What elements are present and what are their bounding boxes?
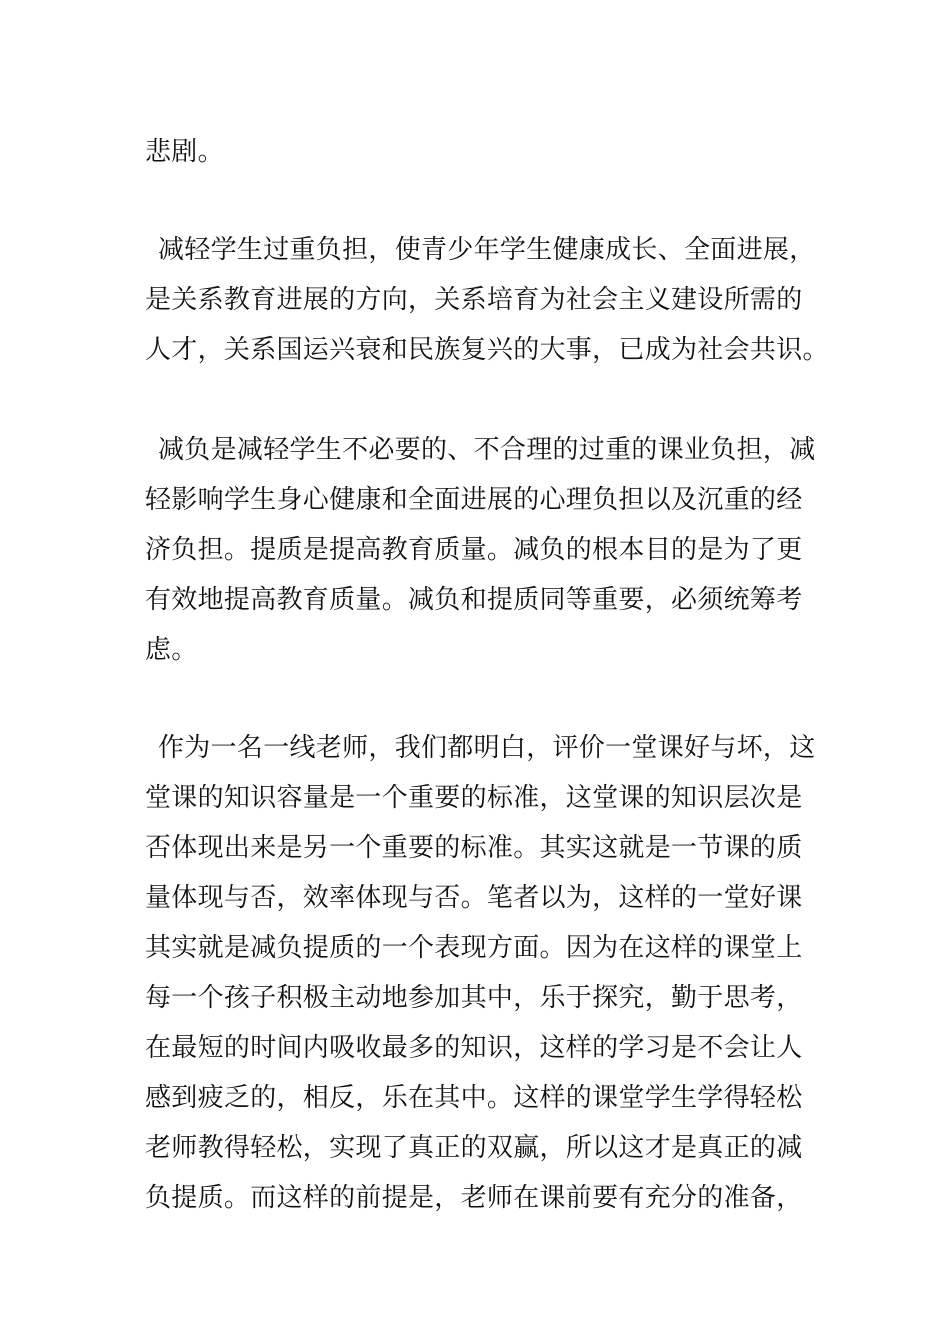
text-line: 轻影响学生身心健康和全面进展的心理负担以及沉重的经	[145, 485, 803, 515]
text-line: 有效地提高教育质量。减负和提质同等重要，必须统筹考	[145, 585, 803, 615]
text-line: 否体现出来是另一个重要的标准。其实这就是一节课的质	[145, 833, 803, 863]
text-line: 是关系教育进展的方向，关系培育为社会主义建设所需的	[145, 285, 803, 315]
text-line: 其实就是减负提质的一个表现方面。因为在这样的课堂上	[145, 933, 803, 963]
text-line: 感到疲乏的，相反，乐在其中。这样的课堂学生学得轻松	[145, 1083, 803, 1113]
text-line: 虑。	[145, 635, 198, 665]
text-line: 悲剧。	[145, 137, 224, 167]
text-line: 负提质。而这样的前提是，老师在课前要有充分的准备，	[145, 1183, 803, 1213]
text-line: 减轻学生过重负担，使青少年学生健康成长、全面进展，	[158, 235, 816, 265]
text-line: 作为一名一线老师，我们都明白，评价一堂课好与坏，这	[158, 733, 816, 763]
text-line: 老师教得轻松，实现了真正的双赢，所以这才是真正的减	[145, 1133, 803, 1163]
text-line: 每一个孩子积极主动地参加其中，乐于探究，勤于思考，	[145, 983, 803, 1013]
text-line: 在最短的时间内吸收最多的知识，这样的学习是不会让人	[145, 1033, 803, 1063]
text-line: 人才，关系国运兴衰和民族复兴的大事，已成为社会共识。	[145, 335, 829, 365]
text-line: 济负担。提质是提高教育质量。减负的根本目的是为了更	[145, 535, 803, 565]
text-line: 堂课的知识容量是一个重要的标准，这堂课的知识层次是	[145, 783, 803, 813]
text-line: 减负是减轻学生不必要的、不合理的过重的课业负担，减	[158, 435, 816, 465]
text-line: 量体现与否，效率体现与否。笔者以为，这样的一堂好课	[145, 883, 803, 913]
